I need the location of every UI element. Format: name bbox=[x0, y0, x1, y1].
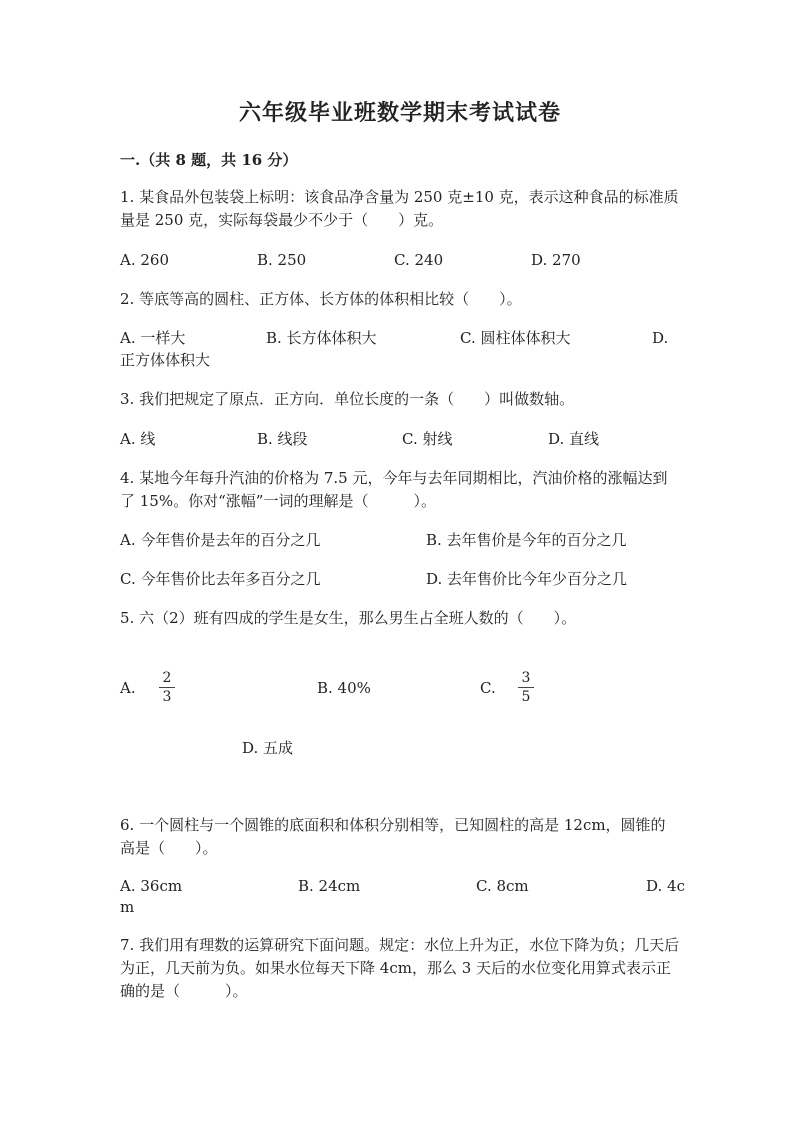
section-heading: 一.（共 8 题，共 16 分） bbox=[120, 151, 298, 169]
question-5-text: 5. 六（2）班有四成的学生是女生，那么男生占全班人数的（ ）。 bbox=[120, 609, 577, 627]
q4-option-a: A. 今年售价是去年的百分之几 bbox=[120, 531, 321, 549]
q5-fraction-c bbox=[518, 670, 534, 705]
q1-option-a: A. 260 bbox=[120, 251, 169, 269]
q6-option-d: D. 4c bbox=[646, 877, 685, 895]
q2-option-d: D. bbox=[652, 329, 669, 347]
fraction-denominator: 3 bbox=[162, 689, 172, 705]
fraction-denominator: 5 bbox=[521, 689, 531, 705]
fraction-bar bbox=[159, 687, 175, 688]
q1-option-b: B. 250 bbox=[257, 251, 307, 269]
question-1-text: 1. 某食品外包装袋上标明：该食品净含量为 250 克±10 克，表示这种食品的标准质量是 250 克，实际每袋最少不少于（ ）克。 bbox=[120, 188, 679, 229]
q5-option-c: C. bbox=[480, 679, 496, 697]
page-title: 六年级毕业班数学期末考试试卷 bbox=[238, 100, 561, 126]
q5-option-a: A. bbox=[120, 679, 136, 697]
q5-option-b: B. 40% bbox=[317, 679, 371, 697]
q1-option-d: D. 270 bbox=[531, 251, 581, 269]
q2-option-d-continued: 正方体体积大 bbox=[120, 351, 211, 369]
q3-option-b: B. 线段 bbox=[257, 430, 308, 448]
question-4-text: 4. 某地今年每升汽油的价格为 7.5 元，今年与去年同期相比，汽油价格的涨幅达到了 15%。你对“涨幅”一词的理解是（ ）。 bbox=[120, 469, 668, 510]
question-2-text: 2. 等底等高的圆柱、正方体、长方体的体积相比较（ ）。 bbox=[120, 290, 522, 308]
q6-option-c: C. 8cm bbox=[476, 877, 529, 895]
q1-option-c: C. 240 bbox=[394, 251, 444, 269]
q3-option-c: C. 射线 bbox=[402, 430, 453, 448]
q6-option-d-continued: m bbox=[120, 898, 135, 916]
fraction-bar bbox=[518, 687, 534, 688]
q6-option-b: B. 24cm bbox=[298, 877, 361, 895]
fraction-numerator: 3 bbox=[521, 670, 531, 686]
q5-option-d: D. 五成 bbox=[242, 739, 294, 757]
q3-option-d: D. 直线 bbox=[548, 430, 600, 448]
q6-option-a: A. 36cm bbox=[120, 877, 183, 895]
q4-option-b: B. 去年售价是今年的百分之几 bbox=[426, 531, 627, 549]
fraction-numerator: 2 bbox=[162, 670, 172, 686]
q2-option-a: A. 一样大 bbox=[120, 329, 186, 347]
q4-option-c: C. 今年售价比去年多百分之几 bbox=[120, 570, 321, 588]
q2-option-b: B. 长方体体积大 bbox=[266, 329, 377, 347]
question-6-text: 6. 一个圆柱与一个圆锥的底面积和体积分别相等，已知圆柱的高是 12cm，圆锥的高是（ ）。 bbox=[120, 816, 666, 857]
question-3-text: 3. 我们把规定了原点．正方向．单位长度的一条（ ）叫做数轴。 bbox=[120, 390, 575, 408]
q3-option-a: A. 线 bbox=[120, 430, 156, 448]
question-7-text: 7. 我们用有理数的运算研究下面问题。规定：水位上升为正，水位下降为负；几天后为正，几天前为负。如果水位每天下降 4cm，那么 3 天后的水位变化用算式表示正确的是（ ）。 bbox=[120, 936, 680, 1000]
q4-option-d: D. 去年售价比今年少百分之几 bbox=[426, 570, 628, 588]
q2-option-c: C. 圆柱体体积大 bbox=[460, 329, 571, 347]
q5-fraction-a bbox=[159, 670, 175, 705]
